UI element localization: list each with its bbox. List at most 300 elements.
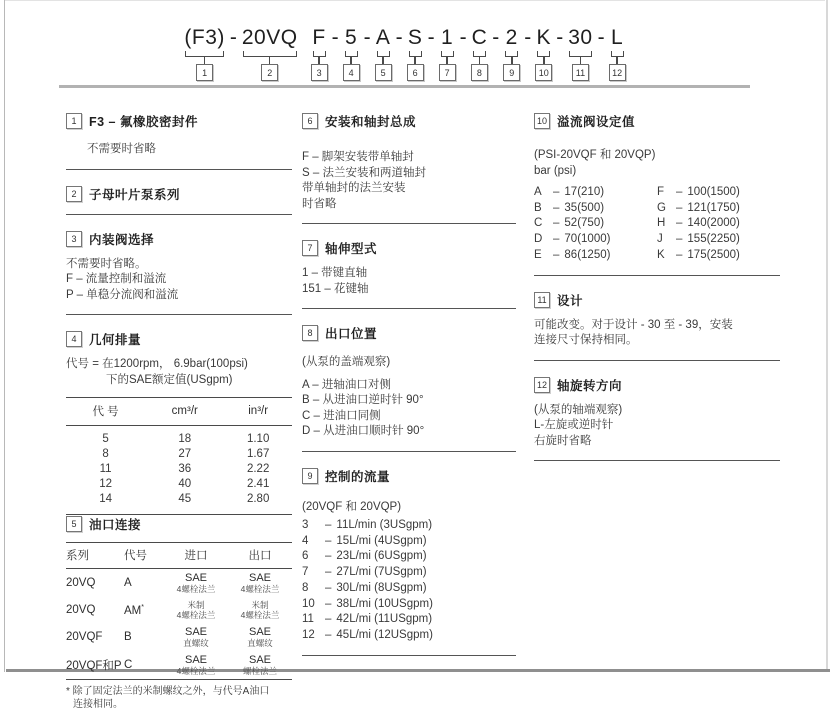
table-cell: 40	[145, 477, 224, 492]
code-dash: -	[428, 26, 435, 50]
pair-code: 3	[302, 518, 320, 534]
inlet-cell	[164, 651, 228, 680]
pair-value: 140(2000)	[687, 216, 739, 232]
table-header-cell: 代 号	[66, 398, 145, 426]
pair-value: 17(210)	[564, 185, 604, 201]
text-block	[302, 150, 516, 212]
column-middle	[302, 112, 516, 671]
section-header	[66, 185, 292, 203]
code-value-pair	[302, 581, 516, 597]
code-segment-text: 20VQ	[240, 26, 300, 50]
outlet-cell	[228, 651, 292, 680]
text-line: C – 进油口同侧	[302, 409, 516, 425]
section-header	[66, 112, 292, 130]
table-header-row	[66, 398, 292, 426]
displacement-table	[66, 397, 292, 515]
series-cell: 20VQF和P	[66, 651, 124, 680]
code-segment	[470, 26, 490, 81]
section-title: F3 – 氟橡胶密封件	[89, 112, 198, 130]
code-segment-text: 2	[504, 26, 520, 50]
code-number-box: 6	[407, 64, 424, 81]
connection-line: SAE	[164, 572, 228, 584]
text-block	[66, 142, 292, 158]
table-row	[66, 597, 292, 623]
code-cell: C	[124, 651, 164, 680]
outlet-cell	[228, 623, 292, 651]
text-line: 不需要时省略。	[66, 257, 292, 273]
table-body	[66, 569, 292, 680]
pair-dash: –	[676, 232, 682, 248]
text-block	[302, 355, 516, 371]
table-cell: 14	[66, 492, 145, 515]
connection-line: 4螺栓法兰	[164, 584, 228, 594]
text-line: F – 脚架安装带单轴封	[302, 150, 516, 166]
code-value-pair	[302, 628, 516, 644]
section-10	[534, 112, 780, 264]
footnote	[66, 686, 292, 711]
series-cell: 20VQ	[66, 569, 124, 598]
code-segment	[310, 26, 329, 81]
connection-line: SAE	[228, 654, 292, 666]
section-number-box: 7	[302, 240, 318, 256]
pair-value: 175(2500)	[687, 248, 739, 264]
pair-code: J	[657, 232, 671, 248]
table-cell: 2.22	[224, 462, 292, 477]
section-number-box: 5	[66, 516, 82, 532]
pair-column	[657, 185, 780, 264]
code-segment	[406, 26, 425, 81]
section-6	[302, 112, 516, 212]
connection-line: 米制	[228, 600, 292, 610]
section-header	[66, 330, 292, 348]
section-4	[66, 330, 292, 515]
pair-code: 7	[302, 565, 320, 581]
section-12	[534, 376, 780, 450]
table-header-row	[66, 543, 292, 569]
section-divider	[534, 275, 780, 276]
code-cell: B	[124, 623, 164, 651]
text-line: S – 法兰安装和两道轴封	[302, 166, 516, 182]
table-row	[66, 477, 292, 492]
code-number-box: 1	[196, 64, 213, 81]
code-dash: -	[524, 26, 531, 50]
table-header-cell: 代号	[124, 543, 164, 569]
connector-line	[269, 57, 271, 64]
text-line: (20VQF 和 20VQP)	[302, 500, 516, 516]
table-head	[66, 543, 292, 569]
code-number-box: 3	[311, 64, 328, 81]
section-number-box: 6	[302, 113, 318, 129]
pair-code: F	[657, 185, 671, 201]
code-segment-text: S	[406, 26, 425, 50]
text-line: 时省略	[302, 197, 516, 213]
section-5	[66, 515, 292, 711]
footnote-line: * 除了固定法兰的米制螺纹之外，与代号A油口	[66, 686, 292, 699]
text-block	[66, 357, 292, 373]
section-7	[302, 239, 516, 297]
inlet-cell	[164, 569, 228, 598]
connection-line: 4螺栓法兰	[228, 610, 292, 620]
text-block	[302, 378, 516, 440]
section-title: 油口连接	[89, 515, 141, 533]
section-header	[534, 112, 780, 130]
section-title: 子母叶片泵系列	[89, 185, 180, 203]
pair-code: K	[657, 248, 671, 264]
section-header	[66, 515, 292, 533]
code-segment	[374, 26, 393, 81]
code-value-pair	[657, 216, 780, 232]
section-number-box: 2	[66, 186, 82, 202]
code-value-list	[302, 518, 516, 644]
text-block	[302, 500, 516, 516]
pair-code: 11	[302, 612, 320, 628]
section-number-box: 3	[66, 231, 82, 247]
pair-dash: –	[553, 232, 559, 248]
connection-line: 螺栓法兰	[228, 666, 292, 676]
code-value-pair	[302, 549, 516, 565]
table-cell: 27	[145, 447, 224, 462]
pair-code: A	[534, 185, 548, 201]
code-value-pair	[534, 232, 657, 248]
table-cell: 1.10	[224, 426, 292, 448]
table-header-cell: 系列	[66, 543, 124, 569]
section-divider	[302, 308, 516, 309]
section-divider	[66, 314, 292, 315]
page-left-edge	[4, 0, 5, 672]
code-number-box: 9	[503, 64, 520, 81]
text-line: B – 从进油口逆时针 90°	[302, 393, 516, 409]
code-segment	[240, 26, 300, 81]
pair-value: 38L/mi (10USgpm)	[336, 597, 433, 613]
pair-value: 121(1750)	[687, 201, 739, 217]
pair-code: H	[657, 216, 671, 232]
connection-line: 4螺栓法兰	[164, 666, 228, 676]
section-8	[302, 324, 516, 440]
column-left	[66, 112, 292, 711]
connector-line	[446, 57, 448, 64]
text-line: L-左旋或逆时针	[534, 418, 780, 434]
code-number-box: 11	[572, 64, 589, 81]
section-divider	[302, 223, 516, 224]
connection-line: SAE	[228, 626, 292, 638]
table-header-cell: cm³/r	[145, 398, 224, 426]
section-header	[302, 112, 516, 130]
pair-value: 70(1000)	[564, 232, 610, 248]
pair-code: 6	[302, 549, 320, 565]
section-9	[302, 467, 516, 644]
section-title: 溢流阀设定值	[557, 112, 635, 130]
text-line: bar (psi)	[534, 164, 780, 180]
section-number-box: 8	[302, 325, 318, 341]
code-segment-text: (F3)	[182, 26, 227, 50]
connector-line	[543, 57, 545, 64]
code-dash: -	[556, 26, 563, 50]
section-header	[302, 324, 516, 342]
code-segment	[608, 26, 627, 81]
table-cell: 36	[145, 462, 224, 477]
code-segment	[534, 26, 553, 81]
pair-dash: –	[553, 216, 559, 232]
code-value-pair	[302, 565, 516, 581]
pair-value: 30L/mi (8USgpm)	[336, 581, 426, 597]
pair-code: D	[534, 232, 548, 248]
text-line: 可能改变。对于设计 - 30 至 - 39，安装	[534, 318, 780, 334]
table-row	[66, 569, 292, 598]
code-cell: A	[124, 569, 164, 598]
text-line: 151 – 花键轴	[302, 282, 516, 298]
pair-value: 42L/mi (11USgpm)	[336, 612, 432, 628]
text-line: D – 从进油口顺时针 90°	[302, 424, 516, 440]
code-segment-text: 1	[439, 26, 455, 50]
port-connection-table	[66, 542, 292, 680]
table-row	[66, 651, 292, 680]
pair-dash: –	[325, 534, 331, 550]
section-header	[302, 467, 516, 485]
table-row	[66, 462, 292, 477]
section-header	[534, 291, 780, 309]
code-value-pair	[534, 201, 657, 217]
section-number-box: 9	[302, 468, 318, 484]
footnote-marker: *	[141, 604, 144, 611]
pair-dash: –	[325, 628, 331, 644]
series-cell: 20VQF	[66, 623, 124, 651]
pair-dash: –	[325, 518, 331, 534]
code-dash: -	[332, 26, 339, 50]
text-block	[66, 257, 292, 304]
connection-line: 米制	[164, 600, 228, 610]
table-header-cell: in³/r	[224, 398, 292, 426]
code-segment-text: C	[470, 26, 490, 50]
section-title: 轴伸型式	[325, 239, 377, 257]
pair-dash: –	[553, 248, 559, 264]
section-number-box: 10	[534, 113, 550, 129]
text-line: 1 – 带键直轴	[302, 266, 516, 282]
model-code-diagram	[0, 26, 830, 81]
pair-code: C	[534, 216, 548, 232]
code-value-pair	[302, 597, 516, 613]
section-3	[66, 230, 292, 304]
connection-line: 直螺纹	[228, 638, 292, 648]
section-divider	[534, 460, 780, 461]
code-number-box: 7	[439, 64, 456, 81]
inlet-cell	[164, 597, 228, 623]
text-block	[534, 148, 780, 179]
section-title: 安装和轴封总成	[325, 112, 416, 130]
section-number-box: 1	[66, 113, 82, 129]
connection-line: 直螺纹	[164, 638, 228, 648]
pair-code: 10	[302, 597, 320, 613]
pair-value: 23L/mi (6USgpm)	[336, 549, 426, 565]
pair-dash: –	[676, 216, 682, 232]
text-line: F – 流量控制和溢流	[66, 272, 292, 288]
table-row	[66, 623, 292, 651]
pair-dash: –	[676, 248, 682, 264]
code-value-pair	[657, 248, 780, 264]
section-number-box: 4	[66, 331, 82, 347]
table-cell: 12	[66, 477, 145, 492]
pair-value: 45L/mi (12USgpm)	[336, 628, 433, 644]
table-cell: 5	[66, 426, 145, 448]
text-line: 右旋时省略	[534, 434, 780, 450]
pair-value: 86(1250)	[564, 248, 610, 264]
connection-line: SAE	[228, 572, 292, 584]
pair-value: 11L/min (3USgpm)	[336, 518, 432, 534]
code-segment	[438, 26, 457, 81]
code-value-pair	[302, 612, 516, 628]
connector-line	[382, 57, 384, 64]
table-cell: 18	[145, 426, 224, 448]
section-title: 控制的流量	[325, 467, 390, 485]
section-title: 设计	[557, 291, 583, 309]
section-2	[66, 185, 292, 203]
connector-line	[204, 57, 206, 64]
text-line: 带单轴封的法兰安装	[302, 181, 516, 197]
section-header	[302, 239, 516, 257]
text-line: 代号 = 在1200rpm， 6.9bar(100psi)	[66, 357, 292, 373]
section-title: 轴旋转方向	[557, 376, 622, 394]
code-number-box: 2	[261, 64, 278, 81]
section-1	[66, 112, 292, 158]
text-line: A – 进轴油口对侧	[302, 378, 516, 394]
code-dash: -	[492, 26, 499, 50]
pair-dash: –	[676, 185, 682, 201]
code-dash: -	[364, 26, 371, 50]
section-11	[534, 291, 780, 349]
code-segment	[502, 26, 521, 81]
pair-dash: –	[325, 565, 331, 581]
code-segment-text: 30	[566, 26, 594, 50]
code-number-box: 4	[343, 64, 360, 81]
connector-line	[580, 57, 582, 64]
text-block	[302, 266, 516, 297]
content-columns	[66, 112, 780, 711]
code-number-box: 5	[375, 64, 392, 81]
pair-code: G	[657, 201, 671, 217]
connector-line	[511, 57, 513, 64]
connector-line	[616, 57, 618, 64]
section-header	[534, 376, 780, 394]
pair-column	[534, 185, 657, 264]
table-cell: 1.67	[224, 447, 292, 462]
code-segment	[566, 26, 594, 81]
code-number-box: 10	[535, 64, 552, 81]
pair-dash: –	[325, 597, 331, 613]
section-divider	[66, 214, 292, 215]
table-cell: 11	[66, 462, 145, 477]
pair-dash: –	[553, 201, 559, 217]
text-line: 不需要时省略	[66, 142, 292, 158]
code-segment-text: 5	[343, 26, 359, 50]
section-divider	[302, 655, 516, 656]
outlet-cell	[228, 569, 292, 598]
section-divider	[534, 360, 780, 361]
code-value-pair	[302, 518, 516, 534]
code-value-pair	[534, 216, 657, 232]
code-dash: -	[598, 26, 605, 50]
text-block	[534, 318, 780, 349]
code-value-pair	[657, 185, 780, 201]
connection-line: SAE	[164, 626, 228, 638]
section-title: 出口位置	[325, 324, 377, 342]
text-line: (从泵的盖端观察)	[302, 355, 516, 371]
pair-dash: –	[325, 549, 331, 565]
code-value-two-columns	[534, 185, 780, 264]
pair-dash: –	[676, 201, 682, 217]
pair-value: 27L/mi (7USgpm)	[336, 565, 426, 581]
code-number-box: 8	[471, 64, 488, 81]
code-dash: -	[396, 26, 403, 50]
pair-code: 4	[302, 534, 320, 550]
table-cell: 8	[66, 447, 145, 462]
table-cell: 2.80	[224, 492, 292, 515]
code-segment-text: F	[310, 26, 327, 50]
code-segment-text: A	[374, 26, 393, 50]
code-segment	[182, 26, 227, 81]
pair-dash: –	[325, 581, 331, 597]
footnote-line: 连接相同。	[66, 699, 292, 711]
pair-code: 12	[302, 628, 320, 644]
outlet-cell	[228, 597, 292, 623]
table-head	[66, 398, 292, 426]
code-segment-text: L	[609, 26, 625, 50]
pair-code: B	[534, 201, 548, 217]
code-value-pair	[534, 185, 657, 201]
code-segment	[342, 26, 361, 81]
connection-line: 4螺栓法兰	[228, 584, 292, 594]
text-line: P – 单稳分流阀和溢流	[66, 288, 292, 304]
connection-line: SAE	[164, 654, 228, 666]
inlet-cell	[164, 623, 228, 651]
table-row	[66, 447, 292, 462]
pair-value: 15L/mi (4USgpm)	[336, 534, 426, 550]
section-title: 内装阀选择	[89, 230, 154, 248]
code-segment-text: K	[534, 26, 553, 50]
pair-dash: –	[553, 185, 559, 201]
code-value-pair	[657, 201, 780, 217]
section-divider	[302, 451, 516, 452]
section-divider	[66, 169, 292, 170]
table-cell: 45	[145, 492, 224, 515]
text-block	[66, 373, 292, 389]
connector-line	[350, 57, 352, 64]
code-value-pair	[657, 232, 780, 248]
text-line: (PSI-20VQF 和 20VQP)	[534, 148, 780, 164]
table-row	[66, 426, 292, 448]
code-value-pair	[534, 248, 657, 264]
text-line: 连接尺寸保持相同。	[534, 333, 780, 349]
pair-value: 155(2250)	[687, 232, 739, 248]
table-body	[66, 426, 292, 515]
table-row	[66, 492, 292, 515]
text-line: (从泵的轴端观察)	[534, 403, 780, 419]
pair-value: 100(1500)	[687, 185, 739, 201]
connector-line	[479, 57, 481, 64]
table-header-cell: 进口	[164, 543, 228, 569]
page-top-edge	[5, 0, 825, 1]
section-number-box: 12	[534, 377, 550, 393]
code-cell: AM*	[124, 597, 164, 623]
code-value-pair	[302, 534, 516, 550]
code-dash: -	[230, 26, 237, 50]
pair-code: E	[534, 248, 548, 264]
series-cell: 20VQ	[66, 597, 124, 623]
text-line: 下的SAE额定值(USgpm)	[66, 373, 292, 389]
header-rule	[59, 85, 750, 88]
section-title: 几何排量	[89, 330, 141, 348]
pair-value: 52(750)	[564, 216, 604, 232]
page-right-edge	[826, 0, 828, 672]
section-header	[66, 230, 292, 248]
